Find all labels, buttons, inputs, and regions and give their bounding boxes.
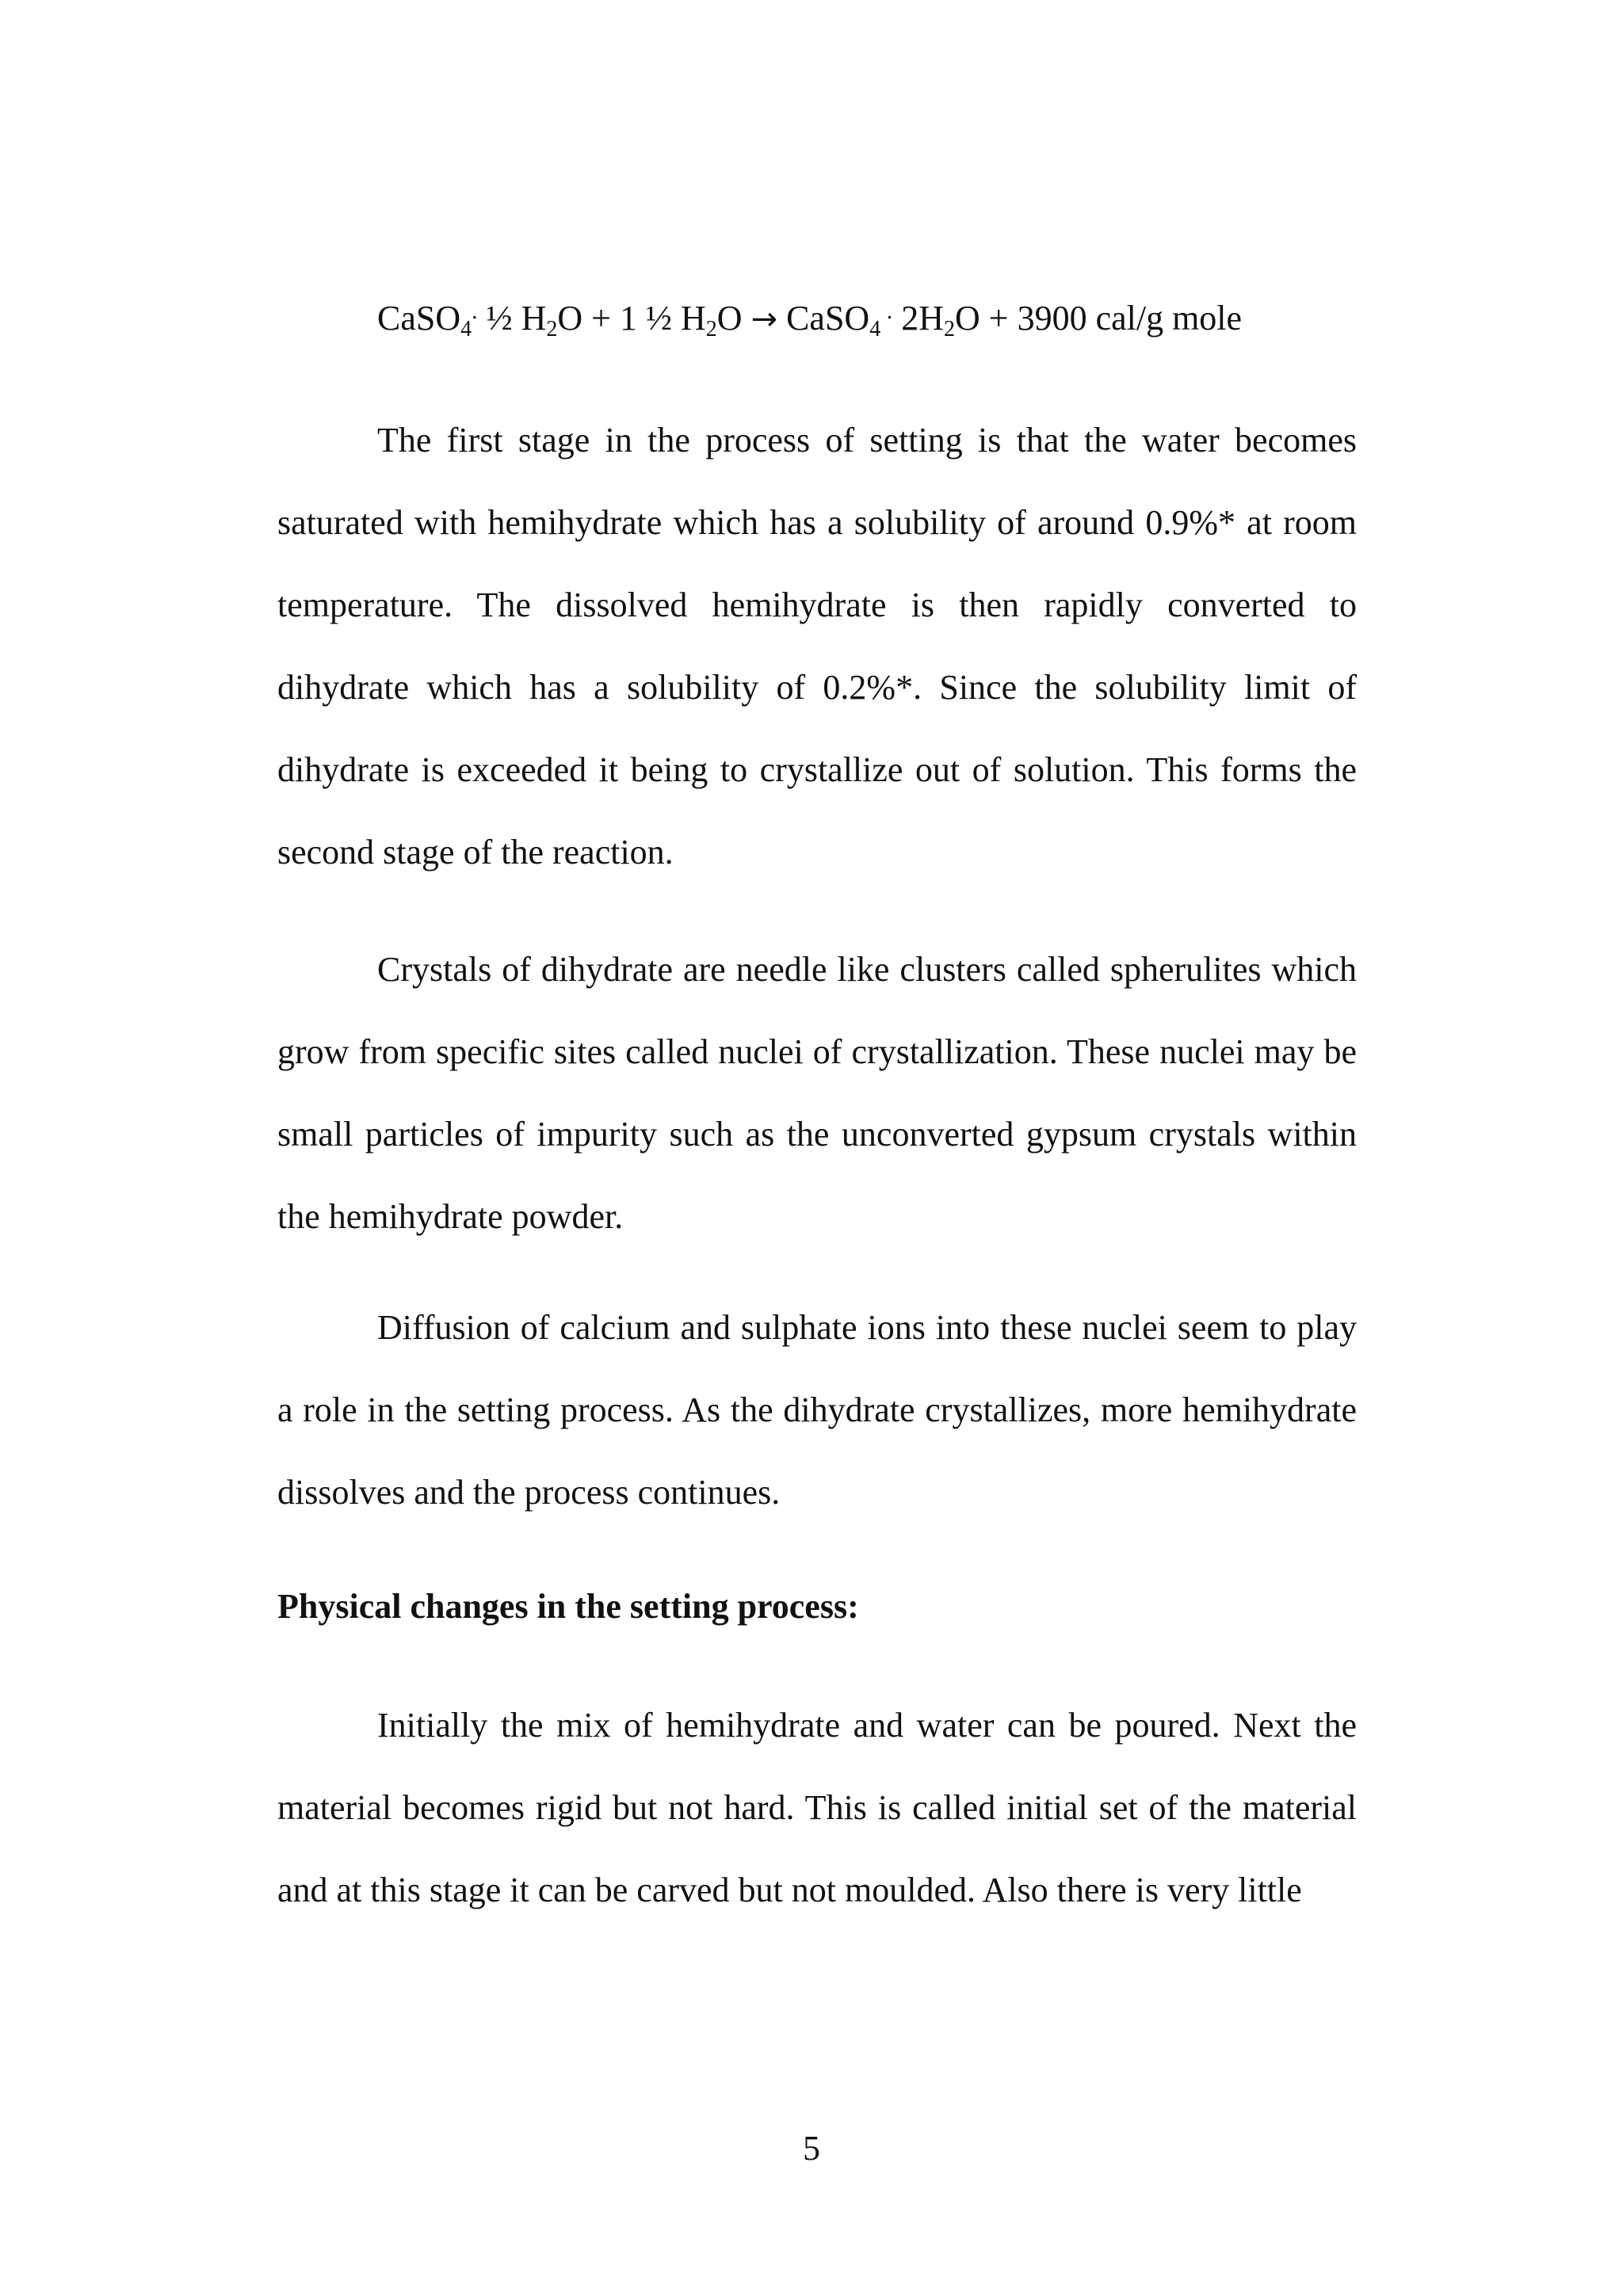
equation-subscript: 4 (460, 317, 472, 341)
equation-reactant: CaSO (377, 299, 461, 338)
equation-subscript: 2 (705, 317, 717, 341)
equation-subscript: 4 (869, 317, 881, 341)
equation-dihydrate: 2H (892, 299, 944, 338)
paragraph-diffusion: Diffusion of calcium and sulphate ions into these nuclei seem to play a role in the setting process. As the dihydrate crystallizes, more hemihydrate dissolves and the process continues. (277, 1308, 1357, 1512)
page-number: 5 (803, 2129, 820, 2168)
equation-subscript: 2 (943, 317, 955, 341)
equation-half-water: ½ H (477, 299, 547, 338)
paragraph-setting-stages: The first stage in the process of setting is that the water becomes saturated with hemihydrate which has a solubility of around 0.9%* at room temperature. The dissolved hemihydrate is then rapidly converted to dihydrate which has a solubility of 0.2%*. Since the solubility limit of dihydrate is exceeded it being to crystallize out of solution. This forms the second stage of the reaction. (277, 421, 1357, 871)
paragraph-crystals: Crystals of dihydrate are needle like clusters called spherulites which grow from specific sites called nuclei of crystallization. These nuclei may be small particles of impurity such as the unconverted gypsum crystals within the hemihydrate powder. (277, 950, 1357, 1236)
equation-dot: . (472, 298, 478, 324)
section-heading: Physical changes in the setting process: (277, 1587, 859, 1626)
equation-product: CaSO (777, 299, 870, 338)
reaction-arrow-icon: → (750, 301, 778, 338)
paragraph-physical-changes: Initially the mix of hemihydrate and water can be poured. Next the material becomes rigid but not hard. This is called initial set of the material and at this stage it can be carved but not moulded. Also there is very little (277, 1706, 1357, 1909)
equation-dot: . (880, 298, 893, 324)
equation-tail: O + 3900 cal/g mole (954, 299, 1243, 338)
chemical-equation (377, 295, 1242, 343)
equation-subscript: 2 (546, 317, 558, 341)
equation-oxygen: O (716, 299, 751, 338)
equation-plus-water: O + 1 ½ H (557, 299, 706, 338)
